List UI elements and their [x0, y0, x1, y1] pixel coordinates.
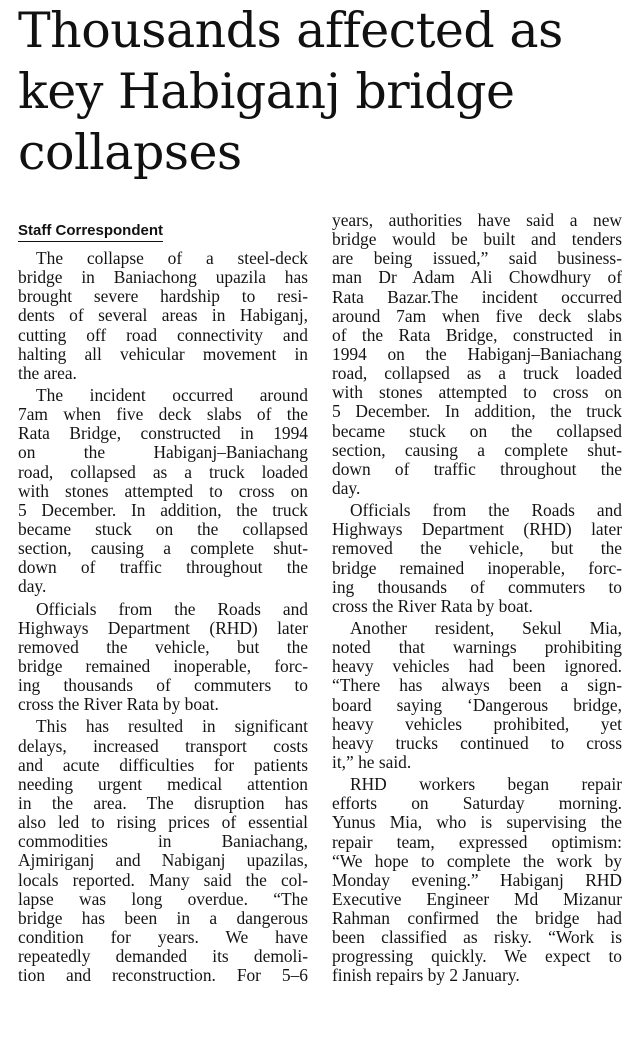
text-line: condition for years. We have	[18, 927, 308, 947]
text-line: became stuck on the collapsed	[332, 421, 622, 441]
text-line: Rahman confirmed the bridge had	[332, 909, 622, 929]
text-line: heavy vehicles had been ignored.	[332, 657, 622, 677]
text-line: became stuck on the collapsed	[18, 519, 308, 539]
text-line: Highways Department (RHD) later	[18, 618, 308, 638]
text-line: tion and reconstruction. For 5–6	[18, 966, 308, 986]
text-line: section, causing a complete shut-	[18, 539, 308, 559]
text-line: RHD workers began repair	[350, 775, 622, 795]
paragraph	[18, 249, 308, 383]
text-line: heavy vehicles prohibited, yet	[332, 714, 622, 734]
text-line: heavy trucks continued to cross	[332, 733, 622, 753]
text-line: down of traffic throughout the	[18, 558, 308, 578]
text-line: years, authorities have said a new	[332, 211, 622, 230]
paragraph	[332, 211, 622, 498]
text-line: needing urgent medical attention	[18, 774, 308, 794]
text-line: 1994 on the Habiganj–Baniachang	[332, 344, 622, 364]
paragraph	[18, 717, 308, 985]
text-line: “There has always been a sign-	[332, 676, 622, 696]
text-line: cross the River Rata by boat.	[332, 596, 533, 616]
text-line: removed the vehicle, but the	[18, 637, 308, 657]
headline-line: key Habiganj bridge	[18, 63, 515, 120]
text-line: Highways Department (RHD) later	[332, 520, 622, 540]
text-line: efforts on Saturday morning.	[332, 794, 622, 814]
text-line: are being issued,” said business-	[332, 249, 622, 269]
text-line: down of traffic throughout the	[332, 459, 622, 479]
text-line: Rata Bridge, constructed in 1994	[18, 424, 308, 444]
text-line: been classified as risky. “Work is	[332, 928, 622, 948]
text-line: around 7am when five deck slabs	[332, 306, 622, 326]
headline-line: Thousands affected as	[18, 2, 563, 59]
text-line: with stones attempted to cross on	[18, 481, 308, 501]
text-line: dents of several areas in Habiganj,	[18, 306, 308, 326]
byline: Staff Correspondent	[18, 221, 163, 242]
text-line: day.	[332, 478, 361, 498]
text-line: 5 December. In addition, the truck	[332, 402, 622, 422]
text-line: board saying ‘Dangerous bridge,	[332, 695, 622, 715]
text-line: cutting off road connectivity and	[18, 325, 308, 345]
text-line: road, collapsed as a truck loaded	[332, 364, 622, 384]
text-line: Yunus Mia, who is supervising the	[332, 813, 622, 833]
text-line: Officials from the Roads and	[350, 501, 622, 521]
headline	[18, 0, 628, 183]
text-line: brought severe hardship to resi-	[18, 287, 308, 307]
text-line: bridge remained inoperable, forc-	[18, 656, 308, 676]
text-line: Executive Engineer Md Mizanur	[332, 889, 622, 909]
text-line: bridge has been in a dangerous	[18, 908, 308, 928]
article-column-left	[18, 249, 308, 985]
text-line: on the Habiganj–Baniachang	[18, 443, 308, 463]
text-line: bridge remained inoperable, forc-	[332, 558, 622, 578]
text-line: day.	[18, 577, 47, 597]
text-line: Another resident, Sekul Mia,	[350, 618, 622, 638]
text-line: it,” he said.	[332, 752, 412, 772]
text-line: Officials from the Roads and	[36, 599, 308, 619]
text-line: lapse was long overdue. “The	[18, 889, 308, 909]
text-line: The collapse of a steel-deck	[36, 249, 308, 268]
text-line: The incident occurred around	[36, 385, 308, 405]
paragraph	[332, 775, 622, 986]
text-line: halting all vehicular movement in	[18, 344, 308, 364]
text-line: Rata Bazar.The incident occurred	[332, 287, 622, 307]
text-line: the area.	[18, 363, 77, 383]
text-line: commodities in Baniachang,	[18, 832, 308, 852]
text-line: removed the vehicle, but the	[332, 539, 622, 559]
text-line: repair team, expressed optimism:	[332, 832, 622, 852]
text-line: road, collapsed as a truck loaded	[18, 462, 308, 482]
text-line: bridge would be built and tenders	[332, 230, 622, 250]
text-line: “We hope to complete the work by	[332, 851, 622, 871]
paragraph	[18, 386, 308, 597]
paragraph	[332, 619, 622, 772]
text-line: section, causing a complete shut-	[332, 440, 622, 460]
text-line: cross the River Rata by boat.	[18, 695, 219, 715]
text-line: with stones attempted to cross on	[332, 383, 622, 403]
text-line: noted that warnings prohibiting	[332, 638, 622, 658]
text-line: man Dr Adam Ali Chowdhury of	[332, 268, 622, 288]
text-line: delays, increased transport costs	[18, 736, 308, 756]
headline-line: collapses	[18, 124, 242, 181]
text-line: 7am when five deck slabs of the	[18, 405, 308, 425]
text-line: of the Rata Bridge, constructed in	[332, 325, 622, 345]
text-line: also led to rising prices of essential	[18, 813, 308, 833]
text-line: progressing quickly. We expect to	[332, 947, 622, 967]
paragraph	[332, 501, 622, 616]
text-line: 5 December. In addition, the truck	[18, 500, 308, 520]
text-line: Ajmiriganj and Nabiganj upazilas,	[18, 851, 308, 871]
text-line: and acute difficulties for patients	[18, 755, 308, 775]
text-line: ing thousands of commuters to	[332, 577, 622, 597]
article-column-right	[332, 211, 622, 986]
paragraph	[18, 600, 308, 715]
text-line: finish repairs by 2 January.	[332, 966, 520, 986]
text-line: This has resulted in significant	[36, 717, 308, 737]
text-line: ing thousands of commuters to	[18, 676, 308, 696]
text-line: Monday evening.” Habiganj RHD	[332, 870, 622, 890]
text-line: repeatedly demanded its demoli-	[18, 947, 308, 967]
text-line: bridge in Baniachong upazila has	[18, 268, 308, 288]
text-line: locals reported. Many said the col-	[18, 870, 308, 890]
text-line: in the area. The disruption has	[18, 793, 308, 813]
